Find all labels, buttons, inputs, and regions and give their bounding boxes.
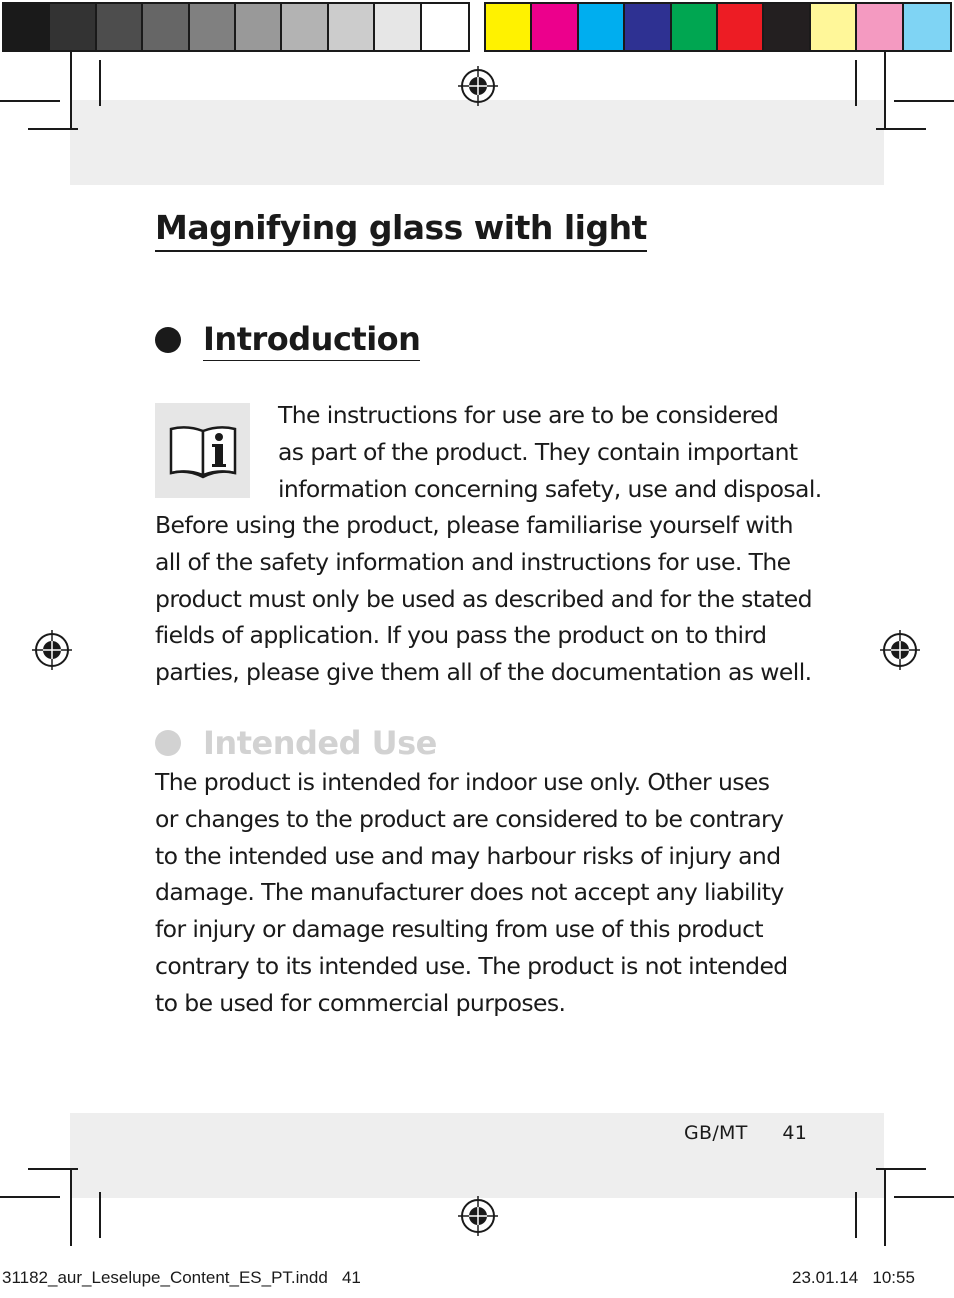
bullet-icon bbox=[155, 327, 181, 353]
text-line: damage. The manufacturer does not accept any liability bbox=[155, 878, 784, 907]
text-line: The product is intended for indoor use only. Other uses bbox=[155, 768, 770, 796]
text-line: parties, please give them all of the documentation as well. bbox=[155, 658, 812, 687]
registration-mark-icon bbox=[458, 1196, 498, 1236]
info-book-icon bbox=[167, 423, 239, 479]
text-line: to be used for commercial purposes. bbox=[155, 988, 566, 1017]
footer-locale: GB/MT bbox=[684, 1122, 748, 1144]
slug-time: 10:55 bbox=[872, 1268, 915, 1287]
page-footer bbox=[684, 1122, 807, 1144]
text-line: or changes to the product are considered to be contrary bbox=[155, 804, 784, 833]
text-line: product must only be used as described and for the stated bbox=[155, 584, 812, 613]
grayscale-color-bar bbox=[2, 2, 470, 52]
color-swatch bbox=[811, 4, 857, 50]
color-swatch bbox=[764, 4, 810, 50]
registration-mark-icon bbox=[32, 630, 72, 670]
slug-timestamp bbox=[792, 1268, 915, 1288]
section-heading-introduction bbox=[155, 318, 420, 361]
color-swatch bbox=[4, 4, 50, 50]
color-swatch bbox=[329, 4, 375, 50]
color-swatch bbox=[236, 4, 282, 50]
color-swatch bbox=[532, 4, 578, 50]
text-line: contrary to its intended use. The product is not intended bbox=[155, 951, 788, 980]
color-swatch bbox=[190, 4, 236, 50]
color-swatch bbox=[50, 4, 96, 50]
header-band bbox=[70, 100, 884, 185]
color-swatch bbox=[672, 4, 718, 50]
color-swatch bbox=[282, 4, 328, 50]
color-swatch bbox=[375, 4, 421, 50]
color-swatch bbox=[718, 4, 764, 50]
text-line: as part of the product. They contain important bbox=[278, 437, 798, 466]
process-color-bar bbox=[484, 2, 952, 52]
slug-page: 41 bbox=[341, 1268, 361, 1287]
color-swatch bbox=[486, 4, 532, 50]
text-line: information concerning safety, use and disposal. bbox=[278, 474, 822, 503]
introduction-paragraph bbox=[155, 507, 812, 691]
slug-date: 23.01.14 bbox=[792, 1268, 859, 1287]
section-heading-intended-use bbox=[155, 722, 437, 764]
bullet-icon bbox=[155, 730, 181, 756]
color-swatch bbox=[143, 4, 189, 50]
text-line: fields of application. If you pass the product on to third bbox=[155, 621, 767, 650]
page-number: 41 bbox=[782, 1122, 808, 1144]
text-line: for injury or damage resulting from use of this product bbox=[155, 915, 764, 944]
color-swatch bbox=[904, 4, 950, 50]
registration-mark-icon bbox=[880, 630, 920, 670]
section-title: Intended Use bbox=[203, 724, 437, 762]
color-swatch bbox=[422, 4, 468, 50]
slug-filename: 31182_aur_Leselupe_Content_ES_PT.indd bbox=[2, 1268, 328, 1287]
text-line: to the intended use and may harbour risks of injury and bbox=[155, 841, 781, 870]
text-line: Before using the product, please familiarise yourself with bbox=[155, 511, 793, 539]
slug-file-info bbox=[2, 1268, 361, 1288]
color-swatch bbox=[97, 4, 143, 50]
color-swatch bbox=[857, 4, 903, 50]
color-swatch bbox=[579, 4, 625, 50]
registration-mark-icon bbox=[458, 66, 498, 106]
document-title: Magnifying glass with light bbox=[155, 206, 647, 252]
section-title: Introduction bbox=[203, 318, 420, 361]
introduction-lead-paragraph bbox=[278, 397, 822, 507]
info-box bbox=[155, 403, 250, 498]
color-swatch bbox=[625, 4, 671, 50]
intended-use-paragraph bbox=[155, 764, 788, 1022]
text-line: The instructions for use are to be considered bbox=[278, 401, 779, 429]
text-line: all of the safety information and instructions for use. The bbox=[155, 547, 791, 576]
